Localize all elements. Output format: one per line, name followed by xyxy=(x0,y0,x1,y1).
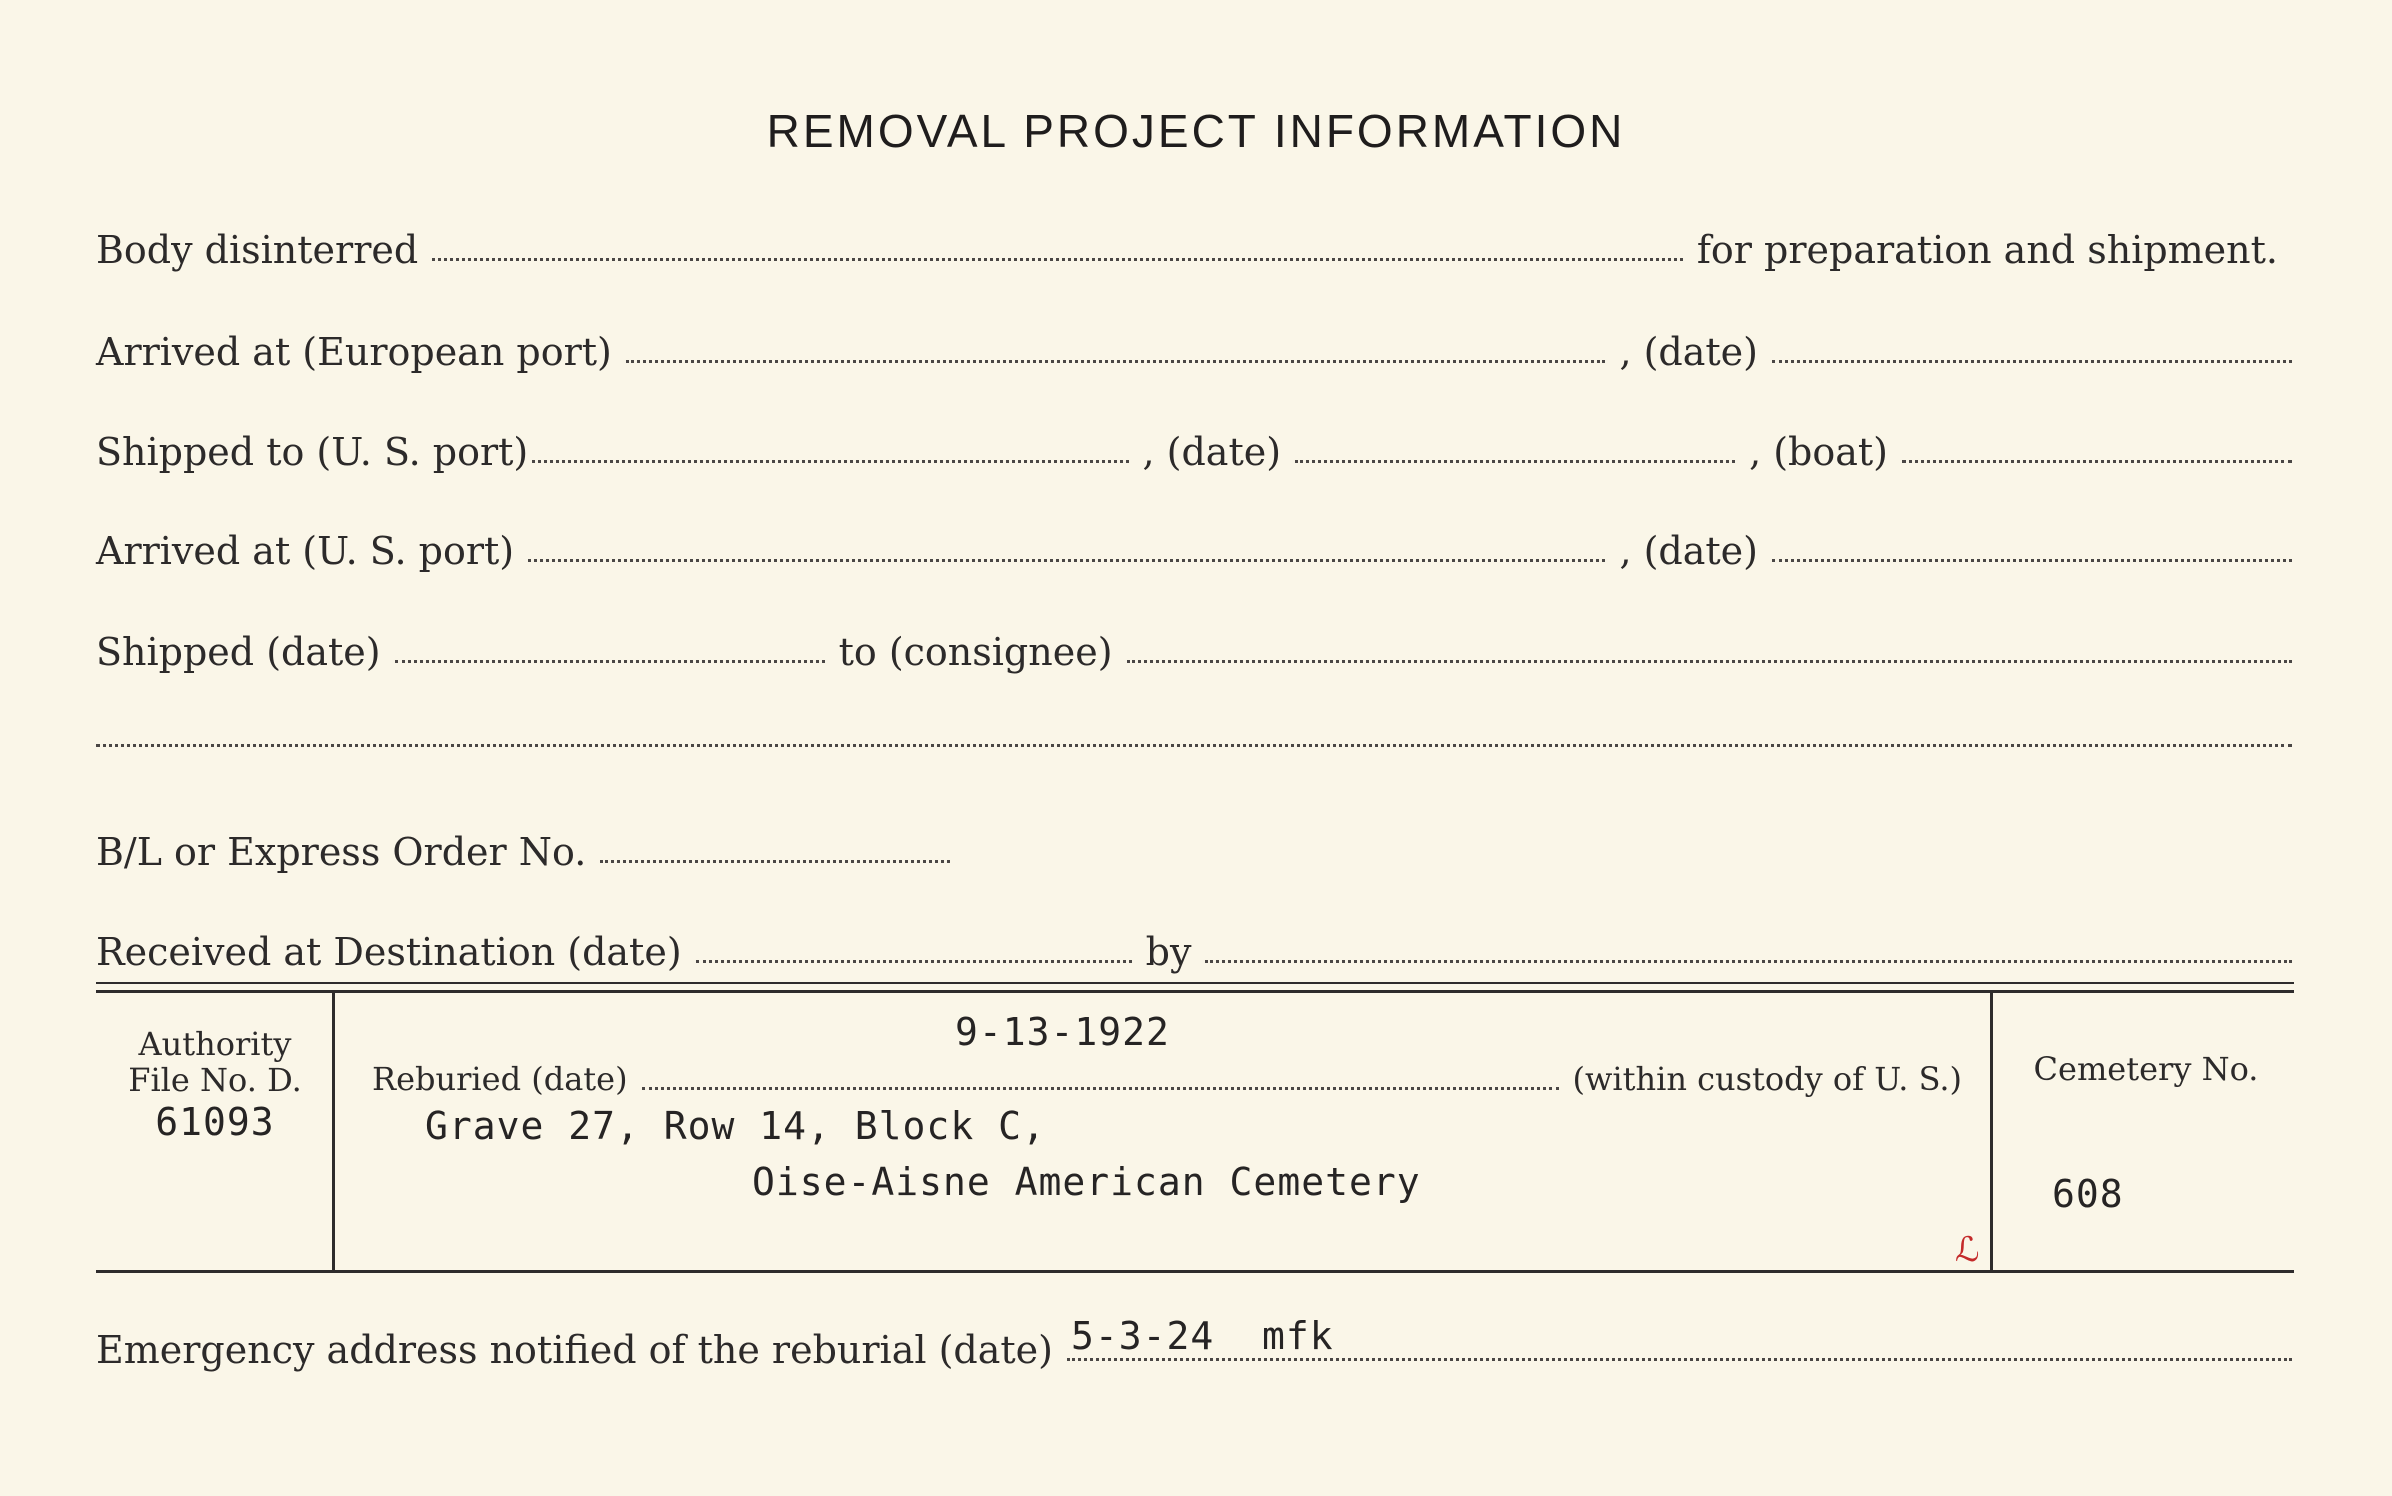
label-boat: , (boat) xyxy=(1749,430,1888,474)
label-to-consignee: to (consignee) xyxy=(838,630,1113,674)
field-ship-date xyxy=(1295,460,1735,463)
field-arrived-us-port xyxy=(528,559,1605,562)
field-reburied-date xyxy=(642,1087,1559,1090)
label-shipped-date: Shipped (date) xyxy=(96,630,381,674)
row-received-destination xyxy=(96,918,2292,974)
row-shipped-date xyxy=(96,618,2292,674)
label-arrived-us-port: Arrived at (U. S. port) xyxy=(96,529,515,573)
grave-location-line-1: Grave 27, Row 14, Block C, xyxy=(425,1104,1046,1148)
field-consignee xyxy=(1127,660,2292,663)
field-emergency-date xyxy=(1067,1314,2292,1361)
authority-file-number: 61093 xyxy=(155,1100,275,1144)
box-divider-left xyxy=(332,993,335,1270)
field-consignee-continued xyxy=(96,744,2292,747)
label-emergency: Emergency address notified of the reburial (date) xyxy=(96,1328,1053,1372)
label-body-disinterred: Body disinterred xyxy=(96,228,419,272)
field-body-disinterred xyxy=(432,258,1683,261)
label-for-preparation: for preparation and shipment. xyxy=(1696,228,2278,272)
label-date: , (date) xyxy=(1142,430,1282,474)
grave-location-line-2: Oise-Aisne American Cemetery xyxy=(752,1160,1421,1204)
box-top-rule-thin xyxy=(96,982,2294,984)
row-arrived-european xyxy=(96,318,2292,374)
row-emergency xyxy=(96,1316,2292,1372)
row-body-disinterred xyxy=(96,216,2292,272)
label-by: by xyxy=(1145,930,1192,974)
label-date: , (date) xyxy=(1619,529,1758,573)
label-arrived-european: Arrived at (European port) xyxy=(96,330,612,374)
label-received-destination: Received at Destination (date) xyxy=(96,930,682,974)
field-boat xyxy=(1902,460,2292,463)
file-no-label: File No. D. xyxy=(128,1061,302,1099)
authority-label: Authority xyxy=(138,1025,292,1063)
emergency-date-value: 5-3-24 mfk xyxy=(1070,1314,1334,1358)
box-divider-right xyxy=(1990,993,1993,1270)
label-date: , (date) xyxy=(1619,330,1758,374)
label-bl-express: B/L or Express Order No. xyxy=(96,830,587,874)
field-shipped-date xyxy=(395,660,825,663)
card-title: REMOVAL PROJECT INFORMATION xyxy=(766,105,1626,157)
label-reburied-date: Reburied (date) xyxy=(372,1060,628,1098)
authority-cell xyxy=(100,1026,330,1098)
field-arrived-us-date xyxy=(1772,559,2292,562)
label-custody: (within custody of U. S.) xyxy=(1572,1060,1962,1098)
field-us-port xyxy=(532,460,1128,463)
cemetery-no-label: Cemetery No. xyxy=(2033,1050,2259,1088)
box-bottom-rule xyxy=(96,1270,2294,1273)
cemetery-number: 608 xyxy=(2052,1172,2124,1216)
reburial-date-value: 9-13-1922 xyxy=(955,1010,1170,1054)
label-shipped-us-port: Shipped to (U. S. port) xyxy=(96,430,529,474)
row-bl-express xyxy=(96,818,2292,874)
field-received-date xyxy=(696,960,1132,963)
field-bl-express xyxy=(600,860,950,863)
red-check-mark: ℒ xyxy=(1955,1230,1980,1270)
box-top-rule xyxy=(96,990,2294,993)
field-european-port xyxy=(626,360,1606,363)
row-shipped-us-port xyxy=(96,418,2292,474)
field-european-date xyxy=(1772,360,2292,363)
field-received-by xyxy=(1205,960,2292,963)
row-arrived-us-port xyxy=(96,517,2292,573)
row-reburied xyxy=(372,1050,1962,1098)
